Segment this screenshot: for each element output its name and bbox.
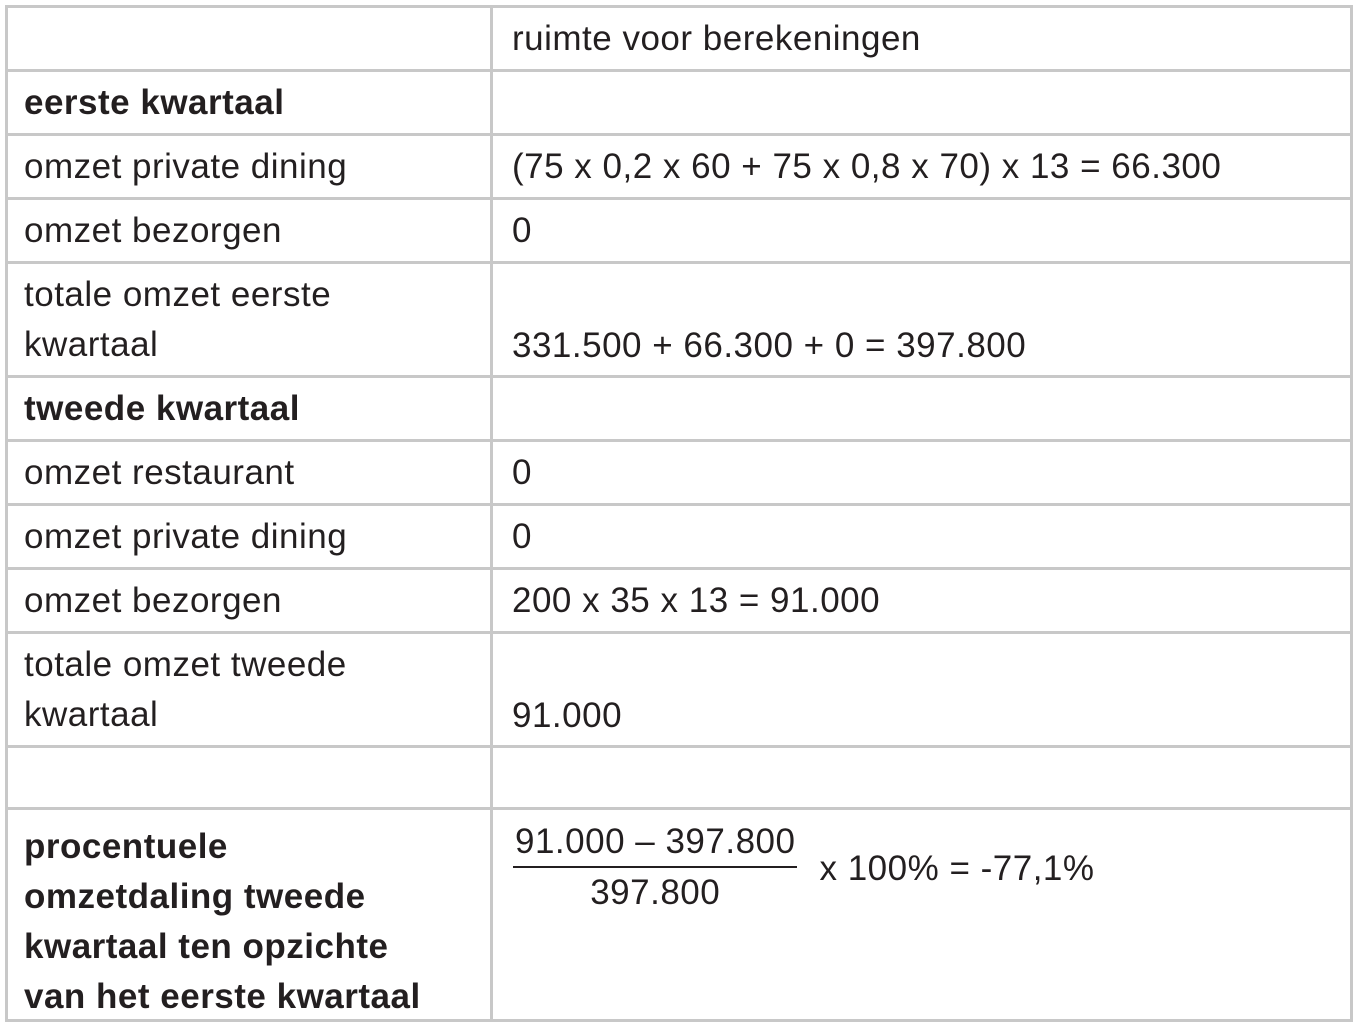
table-row xyxy=(8,634,1350,748)
section-heading-q2: tweede kwartaal xyxy=(8,378,493,439)
table-row xyxy=(8,506,1350,570)
table-row xyxy=(8,264,1350,378)
row-calculation: 0 xyxy=(512,210,532,250)
row-calculation: 91.000 xyxy=(512,696,623,735)
fraction-expression xyxy=(513,820,1095,918)
row-label-line: kwartaal xyxy=(24,695,159,734)
row-label: omzet restaurant xyxy=(8,442,493,503)
row-label xyxy=(8,264,493,375)
calculation-table xyxy=(5,5,1353,1022)
result-label-line: procentuele xyxy=(24,827,228,866)
result-label-line: kwartaal ten opzichte xyxy=(24,927,389,966)
fraction-numerator: 91.000 – 397.800 xyxy=(513,820,797,868)
empty-row xyxy=(8,748,1350,810)
row-label-line: totale omzet eerste xyxy=(24,275,332,314)
result-label-line: van het eerste kwartaal xyxy=(24,977,421,1016)
row-calculation: 0 xyxy=(512,516,532,556)
row-calculation: 200 x 35 x 13 = 91.000 xyxy=(512,580,881,620)
result-row xyxy=(8,810,1350,1019)
row-calculation: 0 xyxy=(512,452,532,492)
section-row-q1 xyxy=(8,72,1350,136)
row-label-line: totale omzet tweede xyxy=(24,645,347,684)
table-row xyxy=(8,570,1350,634)
table-row xyxy=(8,442,1350,506)
row-calculation: (75 x 0,2 x 60 + 75 x 0,8 x 70) x 13 = 66.300 xyxy=(512,146,1222,186)
section-heading-q1: eerste kwartaal xyxy=(8,72,493,133)
fraction-result: x 100% = -77,1% xyxy=(819,849,1095,888)
result-label-line: omzetdaling tweede xyxy=(24,877,366,916)
empty-cell xyxy=(493,72,1350,133)
result-label xyxy=(8,810,493,1019)
row-calculation: 331.500 + 66.300 + 0 = 397.800 xyxy=(512,326,1027,365)
fraction-denominator: 397.800 xyxy=(590,873,721,912)
empty-cell xyxy=(493,378,1350,439)
table-row xyxy=(8,200,1350,264)
empty-cell xyxy=(493,748,1350,807)
row-label: omzet private dining xyxy=(8,136,493,197)
table-row xyxy=(8,136,1350,200)
header-left-cell xyxy=(8,8,493,69)
row-label: omzet bezorgen xyxy=(8,200,493,261)
empty-cell xyxy=(8,748,493,807)
row-label: omzet bezorgen xyxy=(8,570,493,631)
row-label-line: kwartaal xyxy=(24,325,159,364)
result-calculation xyxy=(493,810,1350,1019)
row-label: omzet private dining xyxy=(8,506,493,567)
fraction xyxy=(513,820,797,918)
header-calc-space: ruimte voor berekeningen xyxy=(512,18,921,58)
section-row-q2 xyxy=(8,378,1350,442)
table-header-row xyxy=(8,8,1350,72)
row-label xyxy=(8,634,493,745)
